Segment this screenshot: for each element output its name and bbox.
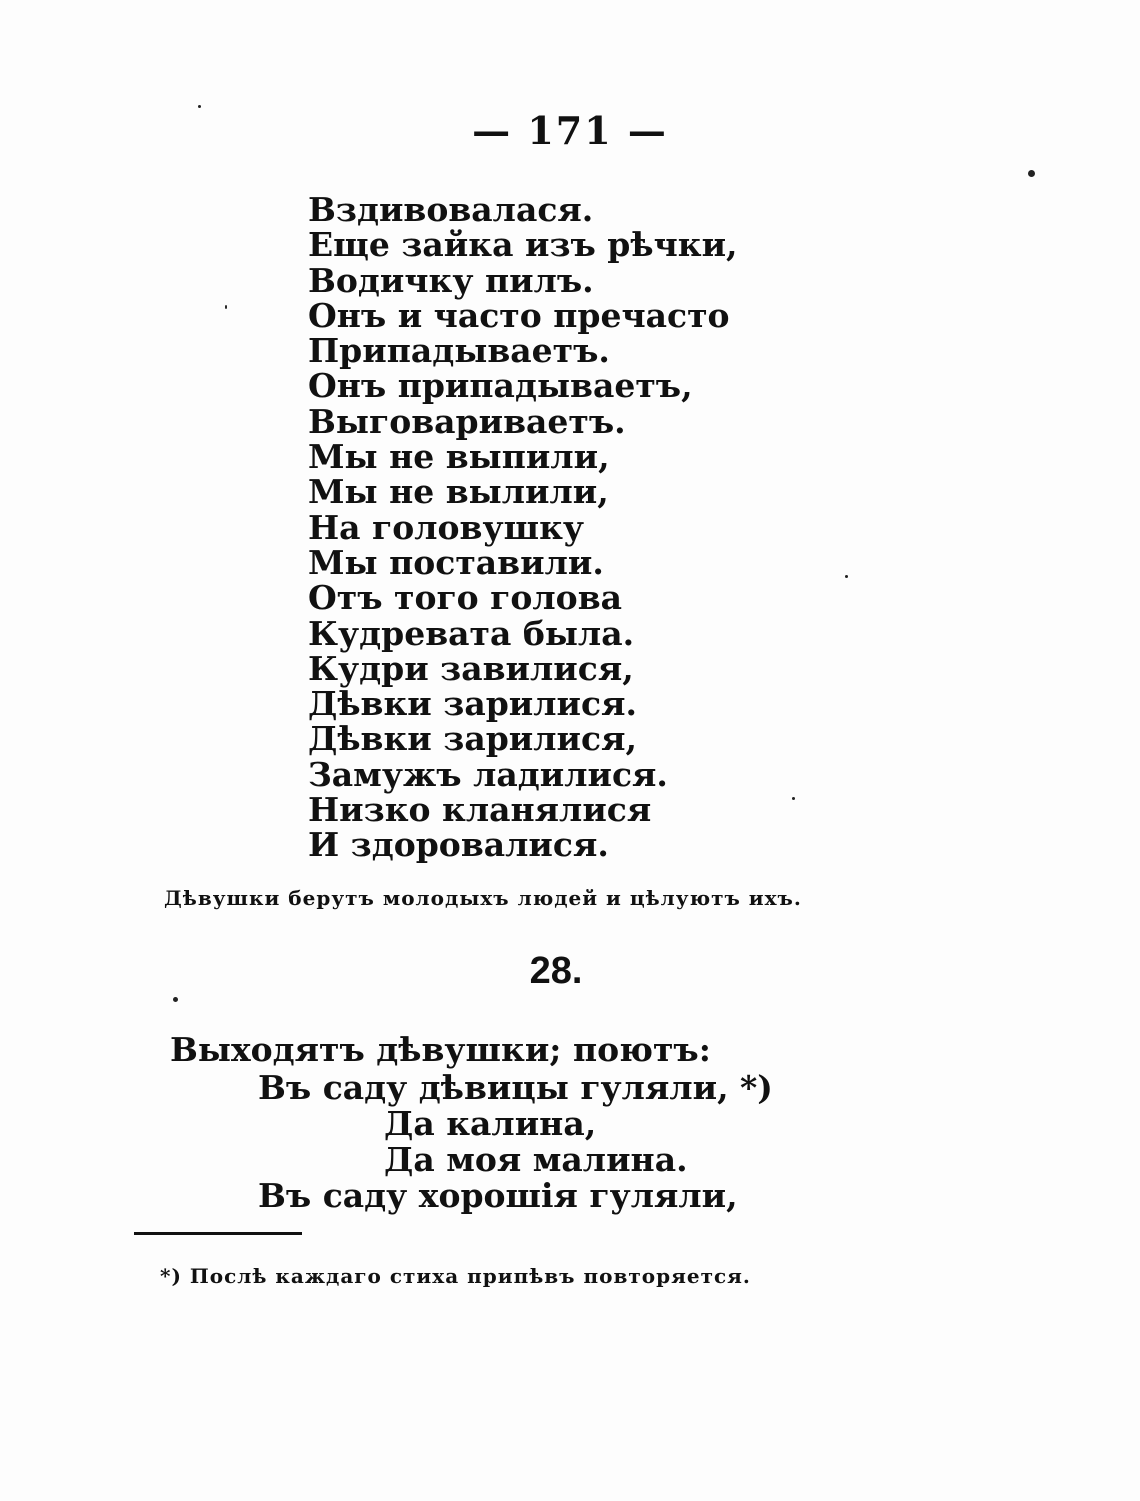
footnote-divider [134, 1232, 302, 1235]
ink-speck [173, 997, 178, 1002]
verse-line: Дѣвки зарилися. [308, 684, 637, 724]
verse-line: Кудревата была. [308, 613, 635, 653]
song-line: Въ саду дѣвицы гуляли, *) [258, 1068, 773, 1107]
section-number: 28. [529, 950, 583, 992]
song-line: Въ саду хорошія гуляли, [258, 1176, 738, 1215]
verse-line: Вздивовалася. [308, 190, 594, 229]
verse-line: Выговариваетъ. [308, 401, 626, 441]
song-line: Да моя малина. [384, 1140, 688, 1179]
verse-line: Замужъ ладилися. [308, 754, 668, 794]
verse-line: Отъ того голова [308, 578, 622, 618]
ink-speck [225, 305, 227, 309]
footnote: *) Послѣ каждаго стиха припѣвъ повторяется. [160, 1264, 751, 1288]
verse-line: На головушку [308, 507, 585, 547]
verse-line: Мы поставили. [308, 542, 604, 582]
verse-line: Дѣвки зарилися, [308, 719, 637, 759]
ink-speck [1028, 170, 1035, 177]
verse-line: Низко кланялися [308, 790, 652, 830]
ink-speck [792, 797, 795, 800]
verse-line: Мы не вылили, [308, 472, 609, 512]
verse-line: Припадываетъ. [308, 331, 610, 371]
verse-line: Водичку пилъ. [308, 260, 594, 300]
verse-line: Онъ припадываетъ, [308, 366, 693, 406]
ink-speck [845, 575, 848, 578]
page-number: — 171 — [472, 108, 668, 153]
verse-line: Онъ и часто пречасто [308, 295, 730, 335]
stage-direction: Дѣвушки берутъ молодыхъ людей и цѣлуютъ ихъ. [164, 886, 802, 910]
song-intro: Выходятъ дѣвушки; поютъ: [170, 1030, 711, 1069]
song-line: Да калина, [384, 1104, 597, 1143]
ink-speck [198, 105, 201, 108]
verse-line: Еще зайка изъ рѣчки, [308, 225, 738, 265]
verse-line: И здоровалися. [308, 825, 609, 865]
verse-line: Кудри завилися, [308, 648, 634, 688]
verse-block [308, 192, 738, 863]
verse-line: Мы не выпили, [308, 437, 610, 477]
